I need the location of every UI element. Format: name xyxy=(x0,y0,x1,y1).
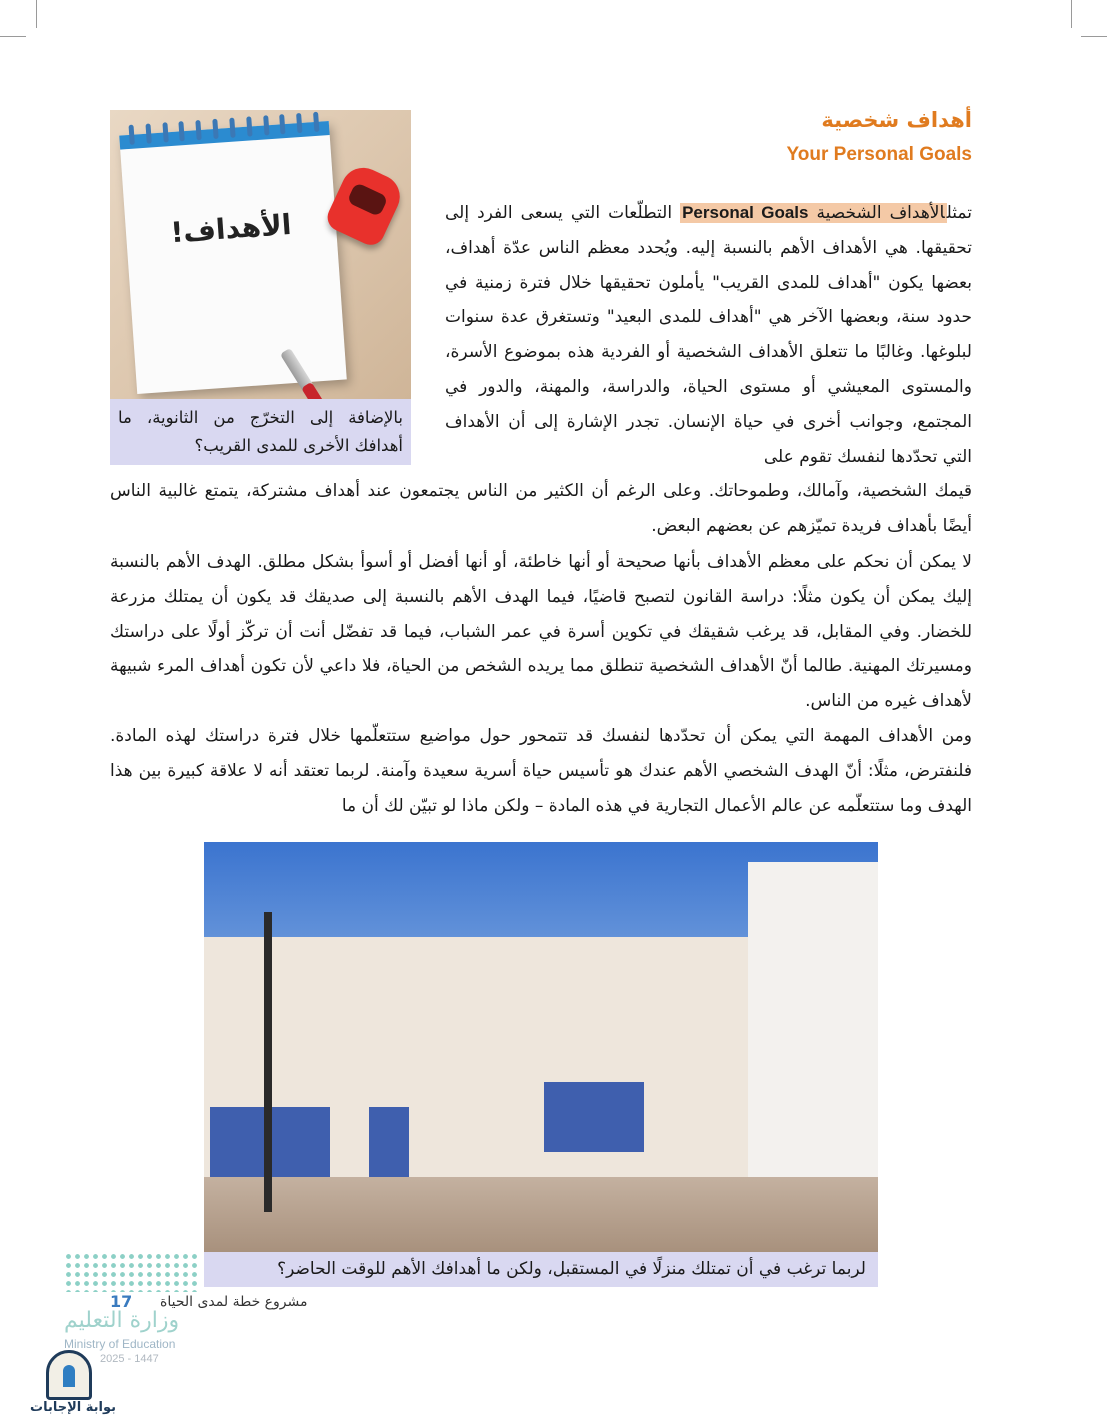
house-window xyxy=(544,1082,644,1152)
house-photo xyxy=(204,842,878,1252)
house-window xyxy=(369,1107,409,1177)
term-english: Personal Goals xyxy=(682,203,809,222)
ministry-logo-icon xyxy=(64,1252,200,1292)
watermark-text: بوابة الإجابات xyxy=(30,1400,116,1415)
term-highlight xyxy=(680,203,947,223)
page-number: 17 xyxy=(110,1292,133,1311)
neighbor-building xyxy=(748,862,878,1182)
ministry-name-english: Ministry of Education xyxy=(64,1337,176,1351)
house-photo-caption: لربما ترغب في أن تمتلك منزلًا في المستقبل، ولكن ما أهدافك الأهم للوقت الحاضر؟ xyxy=(204,1252,878,1287)
paragraph-intro xyxy=(445,196,972,474)
term-arabic: الأهداف الشخصية xyxy=(816,203,945,223)
goals-notepad-photo xyxy=(110,110,411,399)
mosque-icon xyxy=(46,1350,92,1400)
photo-caption: بالإضافة إلى التخرّج من الثانوية، ما أهدافك الأخرى للمدى القريب؟ xyxy=(110,399,411,465)
intro-word: تمثل xyxy=(946,203,972,223)
paragraph-intro-text: التطلّعات التي يسعى الفرد إلى تحقيقها. هي الأهداف الأهم بالنسبة إليه. ويُحدد معظم الناس عدّة أهداف، بعضها يكون "أهداف للمدى القريب" يأملون تحقيقها خلال فترة زمنية في حدود سنة، وبعضها الآخر هي "أهداف للمدى البعيد" وتستغرق عدة سنوات لبلوغها. وغالبًا ما تتعلق الأهداف الشخصية أو الفردية هذه بموضوع الأسرة، والمستوى المعيشي أو مستوى الحياة، والدراسة، والمهنة، والدور في المجتمع، وجوانب أخرى في حياة الإنسان. تجدر الإشارة إلى أن الأهداف التي تحدّدها لنفسك تقوم على xyxy=(445,203,972,467)
section-title-english: Your Personal Goals xyxy=(786,144,972,165)
crop-mark xyxy=(1081,36,1107,37)
driveway xyxy=(204,1177,878,1252)
book-title: مشروع خطة لمدى الحياة xyxy=(160,1294,308,1310)
house-building xyxy=(204,937,794,1187)
notepad xyxy=(119,121,347,394)
paragraph-intro-continued: قيمك الشخصية، وآمالك، وطموحاتك. وعلى الرغم أن الكثير من الناس يجتمعون عند أهداف مشتركة، يتمتع غالبية الناس أيضًا بأهداف فريدة تميّزهم عن بعضهم البعض. xyxy=(110,481,972,536)
paragraph-three: ومن الأهداف المهمة التي يمكن أن تحدّدها لنفسك قد تتمحور حول مواضيع ستتعلّمها خلال فترة دراستك لهذه المادة. فلنفترض، مثلًا: أنّ الهدف الشخصي الأهم عندك هو تأسيس حياة أسرية سعيدة وآمنة. لربما تعتقد أنه لا علاقة كبيرة بين هذا الهدف وما ستتعلّمه عن عالم الأعمال التجارية في هذه المادة – ولكن ماذا لو تبيّن لك أن ما xyxy=(110,726,972,816)
notepad-text: الأهداف! xyxy=(169,207,293,250)
crop-mark xyxy=(0,36,26,37)
ministry-year: 2025 - 1447 xyxy=(100,1353,159,1365)
crop-mark xyxy=(36,0,37,28)
section-title-arabic: أهداف شخصية xyxy=(821,108,972,132)
street-lamp xyxy=(264,912,272,1212)
notepad-rings xyxy=(129,112,320,147)
paragraph-two: لا يمكن أن نحكم على معظم الأهداف بأنها صحيحة أو أنها خاطئة، أو أنها أفضل أو أسوأ بشكل مطلق. الهدف الأهم بالنسبة إليك يمكن أن يكون مثلًا: دراسة القانون لتصبح قاضيًا، فيما الهدف الأهم بالنسبة إلى صديقك قد يكون أن يمتلك مزرعة للخضار. وفي المقابل، قد يرغب شقيقك في تكوين أسرة في عمر الشباب، فيما قد تفضّل أنت أن تركّز أولًا على دراستك ومسيرتك المهنية. طالما أنّ الأهداف الشخصية تنطلق مما يريده الشخص من الحياة، فلا داعي لأن تكون أهداف المرء شبيهة لأهداف غيره من الناس. xyxy=(110,552,972,712)
crop-mark xyxy=(1071,0,1072,28)
ministry-name-arabic: وزارة التعليم xyxy=(64,1308,180,1333)
